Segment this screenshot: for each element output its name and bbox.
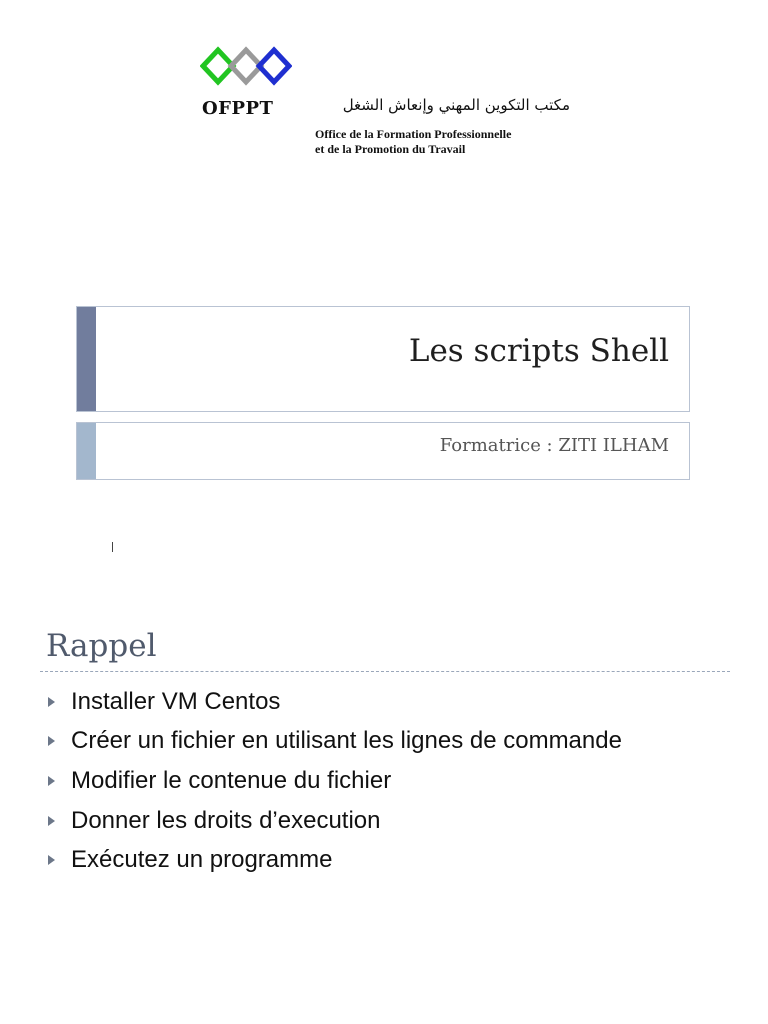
list-item-label: Modifier le contenue du fichier — [71, 766, 392, 794]
text-cursor-mark — [112, 542, 113, 552]
bullet-list — [46, 682, 622, 880]
title-accent-bar — [77, 307, 96, 411]
list-item-label: Créer un fichier en utilisant les lignes de commande — [71, 727, 622, 755]
title-box — [76, 306, 690, 412]
subtitle-box — [76, 422, 690, 480]
list-item — [46, 722, 622, 762]
section-heading: Rappel — [46, 628, 157, 664]
slide-title: Les scripts Shell — [408, 333, 669, 369]
list-item — [46, 682, 622, 722]
triangle-bullet-icon — [48, 736, 55, 746]
list-item-label: Donner les droits d’execution — [71, 806, 381, 834]
logo-arabic-name: مكتب التكوين المهني وإنعاش الشغل — [342, 96, 570, 114]
list-item — [46, 801, 622, 841]
ofppt-logo-icon — [200, 46, 292, 86]
list-item — [46, 840, 622, 880]
logo-french-name — [315, 127, 511, 157]
list-item — [46, 761, 622, 801]
logo-acronym: OFPPT — [202, 98, 274, 119]
triangle-bullet-icon — [48, 816, 55, 826]
subtitle-accent-bar — [77, 423, 96, 479]
triangle-bullet-icon — [48, 855, 55, 865]
logo-french-line-2: et de la Promotion du Travail — [315, 142, 466, 156]
list-item-label: Exécutez un programme — [71, 846, 333, 874]
triangle-bullet-icon — [48, 697, 55, 707]
section-divider — [40, 671, 730, 672]
slide-subtitle: Formatrice : ZITI ILHAM — [439, 435, 669, 456]
triangle-bullet-icon — [48, 776, 55, 786]
logo-french-line-1: Office de la Formation Professionnelle — [315, 127, 512, 141]
list-item-label: Installer VM Centos — [71, 687, 281, 715]
